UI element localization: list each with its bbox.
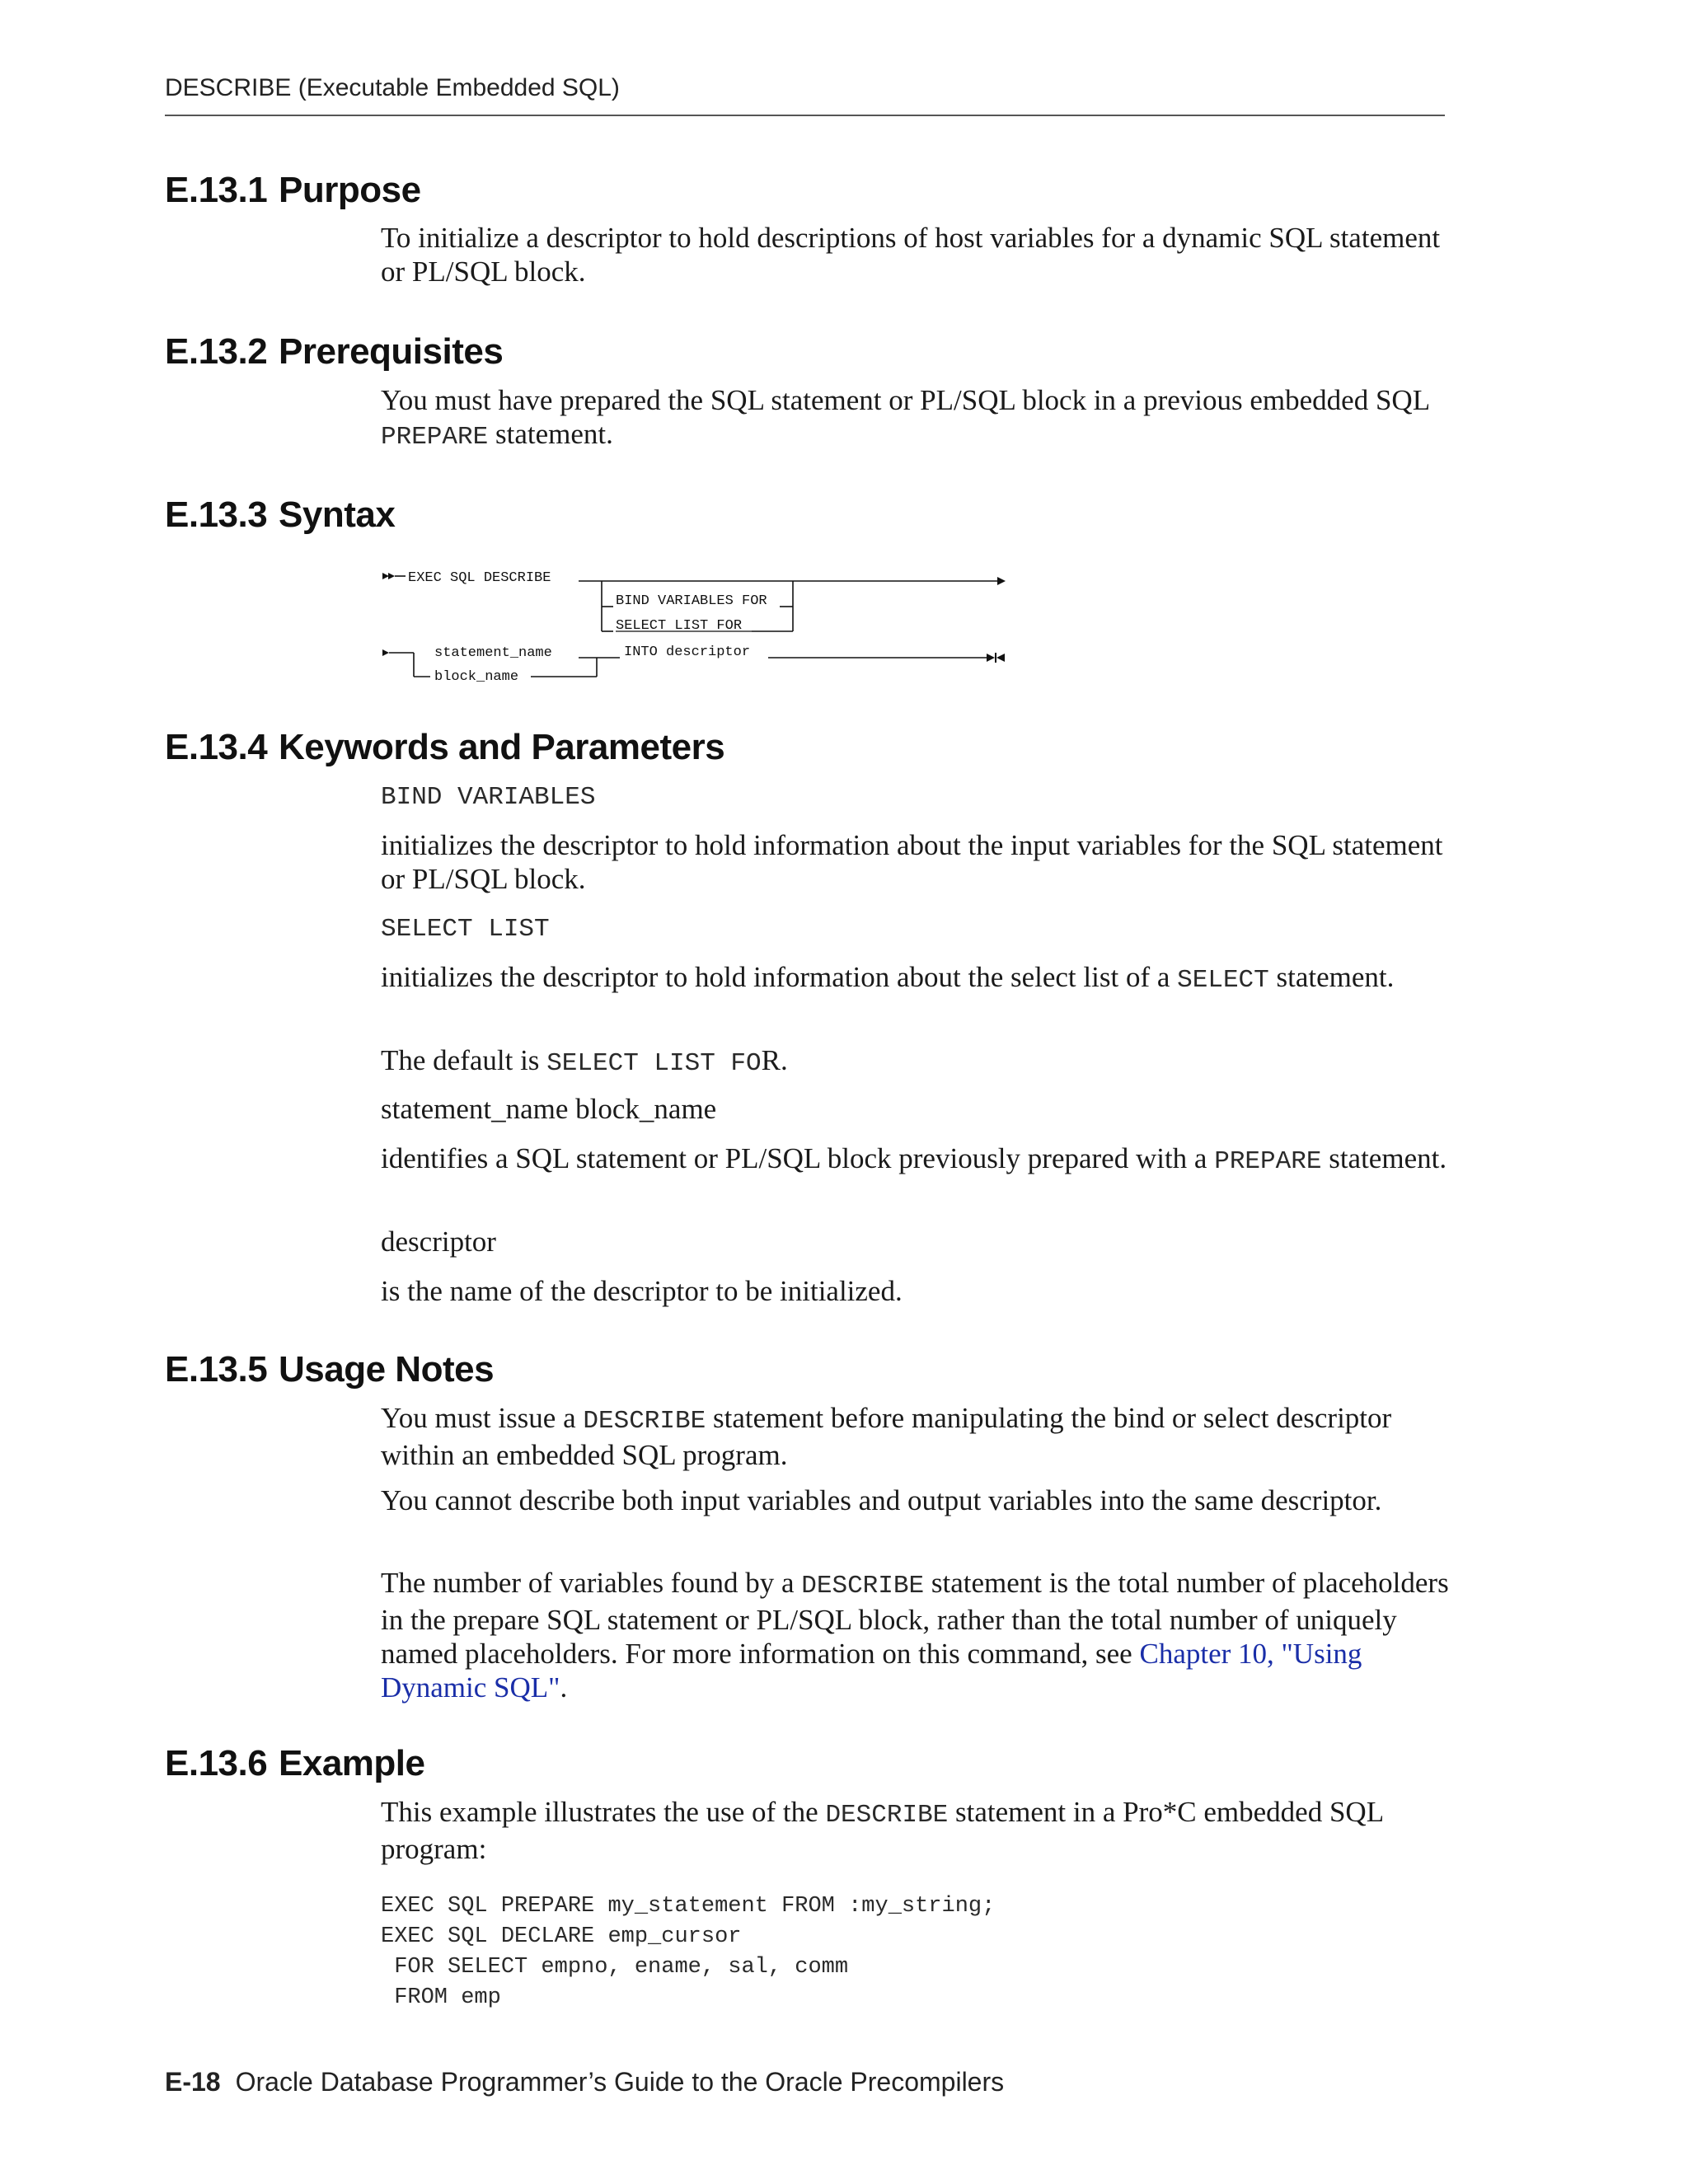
header-rule: [165, 115, 1445, 116]
usage-paragraph: You cannot describe both input variables and output variables into the same descriptor.: [381, 1484, 1382, 1516]
inline-code: SELECT: [1177, 966, 1269, 995]
section-title: Prerequisites: [279, 331, 504, 372]
example-code-block: EXEC SQL PREPARE my_statement FROM :my_string; EXEC SQL DECLARE emp_cursor FOR SELECT empno, ename, sal, comm FROM emp: [381, 1894, 996, 2010]
select-list-description: [381, 960, 1452, 997]
keyword-label: descriptor: [381, 1226, 496, 1258]
text-run: statement.: [1321, 1142, 1447, 1174]
text-run: This example illustrates the use of the: [381, 1796, 826, 1828]
description-paragraph: [381, 1141, 1452, 1179]
statement-block-name-description: [381, 1141, 1452, 1179]
section-heading-usage-notes: [165, 1349, 494, 1390]
continue-arrow-icon: [997, 577, 1006, 585]
keyword-label: statement_name block_name: [381, 1093, 717, 1125]
keyword-descriptor: [381, 1225, 1452, 1258]
inline-code: PREPARE: [381, 423, 489, 452]
start-arrow-icon: [382, 573, 389, 579]
example-paragraph: [381, 1795, 1452, 1866]
text-run: You must issue a: [381, 1402, 584, 1434]
prerequisites-paragraph: [381, 383, 1452, 454]
section-heading-syntax: [165, 494, 395, 536]
text-run: You must have prepared the SQL statement or PL/SQL block in a previous embedded SQL: [381, 384, 1429, 416]
text-run: identifies a SQL statement or PL/SQL block previously prepared with a: [381, 1142, 1215, 1174]
prerequisites-text: [381, 383, 1452, 454]
page-number: E-18: [165, 2067, 221, 2097]
inline-code: PREPARE: [1214, 1147, 1322, 1176]
text-run: The number of variables found by a: [381, 1567, 802, 1599]
section-number: E.13.4: [165, 727, 268, 767]
text-run: statement is the total number of placeholders in the prepare SQL statement or PL/SQL block, rather than the total number of uniquely named placeholders. For more information on this command, see: [381, 1567, 1449, 1670]
text-run: statement.: [1268, 961, 1395, 993]
inline-code: DESCRIBE: [583, 1407, 706, 1436]
keyword-bind-variables: BIND VARIABLES: [381, 783, 596, 812]
default-paragraph: [381, 1043, 1452, 1080]
description-paragraph: is the name of the descriptor to be initialized.: [381, 1275, 903, 1307]
usage-paragraph: [381, 1566, 1452, 1704]
section-title: Usage Notes: [279, 1349, 495, 1390]
usage-paragraph: [381, 1401, 1452, 1472]
text-run: statement.: [488, 418, 613, 450]
descriptor-description: [381, 1274, 1452, 1308]
usage-note-2: [381, 1483, 1452, 1517]
description-paragraph: [381, 960, 1452, 997]
inline-code: SELECT LIST FO: [546, 1049, 762, 1078]
section-heading-purpose: [165, 170, 421, 211]
section-title: Example: [279, 1743, 425, 1783]
bind-variables-description: [381, 828, 1452, 896]
inline-code: DESCRIBE: [825, 1801, 949, 1830]
section-title: Purpose: [279, 170, 421, 210]
keyword-select-list: SELECT LIST: [381, 915, 550, 944]
section-title: Keywords and Parameters: [279, 727, 725, 767]
inline-code: DESCRIBE: [801, 1572, 925, 1601]
example-intro: [381, 1795, 1452, 1866]
section-number: E.13.1: [165, 170, 268, 210]
end-arrow-icon: [996, 654, 1005, 662]
text-run: statement before manipulating the bind or select descriptor within an embedded SQL program.: [381, 1402, 1392, 1471]
section-heading-keywords: [165, 727, 724, 768]
syntax-diagram: [381, 559, 1007, 682]
select-list-for-label: SELECT LIST FOR: [616, 618, 743, 634]
running-header: DESCRIBE (Executable Embedded SQL): [165, 74, 620, 101]
statement-name-label: statement_name: [434, 645, 552, 661]
purpose-paragraph: To initialize a descriptor to hold descriptions of host variables for a dynamic SQL statement or PL/SQL block.: [381, 222, 1441, 288]
section-number: E.13.3: [165, 494, 268, 535]
usage-note-3: [381, 1566, 1452, 1704]
section-number: E.13.6: [165, 1743, 268, 1783]
page-footer: [165, 2067, 1004, 2097]
text-run: statement in a Pro*C embedded SQL program:: [381, 1796, 1383, 1865]
text-run: initializes the descriptor to hold information about the select list of a: [381, 961, 1178, 993]
keyword-statement-block-name: [381, 1092, 1452, 1126]
section-heading-example: [165, 1743, 424, 1784]
text-run: R.: [761, 1044, 788, 1076]
section-title: Syntax: [279, 494, 396, 535]
start-arrow-icon: [388, 573, 395, 579]
usage-note-1: [381, 1401, 1452, 1472]
purpose-text: [381, 221, 1452, 288]
text-run: .: [560, 1671, 568, 1704]
start-arrow-icon: [382, 649, 389, 656]
into-descriptor-label: INTO descriptor: [624, 644, 751, 660]
description-paragraph: initializes the descriptor to hold information about the input variables for the SQL statement or PL/SQL block.: [381, 829, 1443, 895]
book-title: Oracle Database Programmer’s Guide to the Oracle Precompilers: [235, 2067, 1005, 2097]
chapter-10-link[interactable]: Chapter 10, "Using Dynamic SQL": [381, 1638, 1362, 1704]
default-note: [381, 1043, 1452, 1080]
text-run: The default is: [381, 1044, 547, 1076]
bind-variables-for-label: BIND VARIABLES FOR: [616, 593, 767, 609]
section-heading-prerequisites: [165, 331, 503, 373]
end-arrow-icon: [987, 654, 995, 662]
section-number: E.13.2: [165, 331, 268, 372]
exec-sql-describe-label: EXEC SQL DESCRIBE: [408, 570, 551, 586]
block-name-label: block_name: [434, 669, 519, 682]
section-number: E.13.5: [165, 1349, 268, 1390]
